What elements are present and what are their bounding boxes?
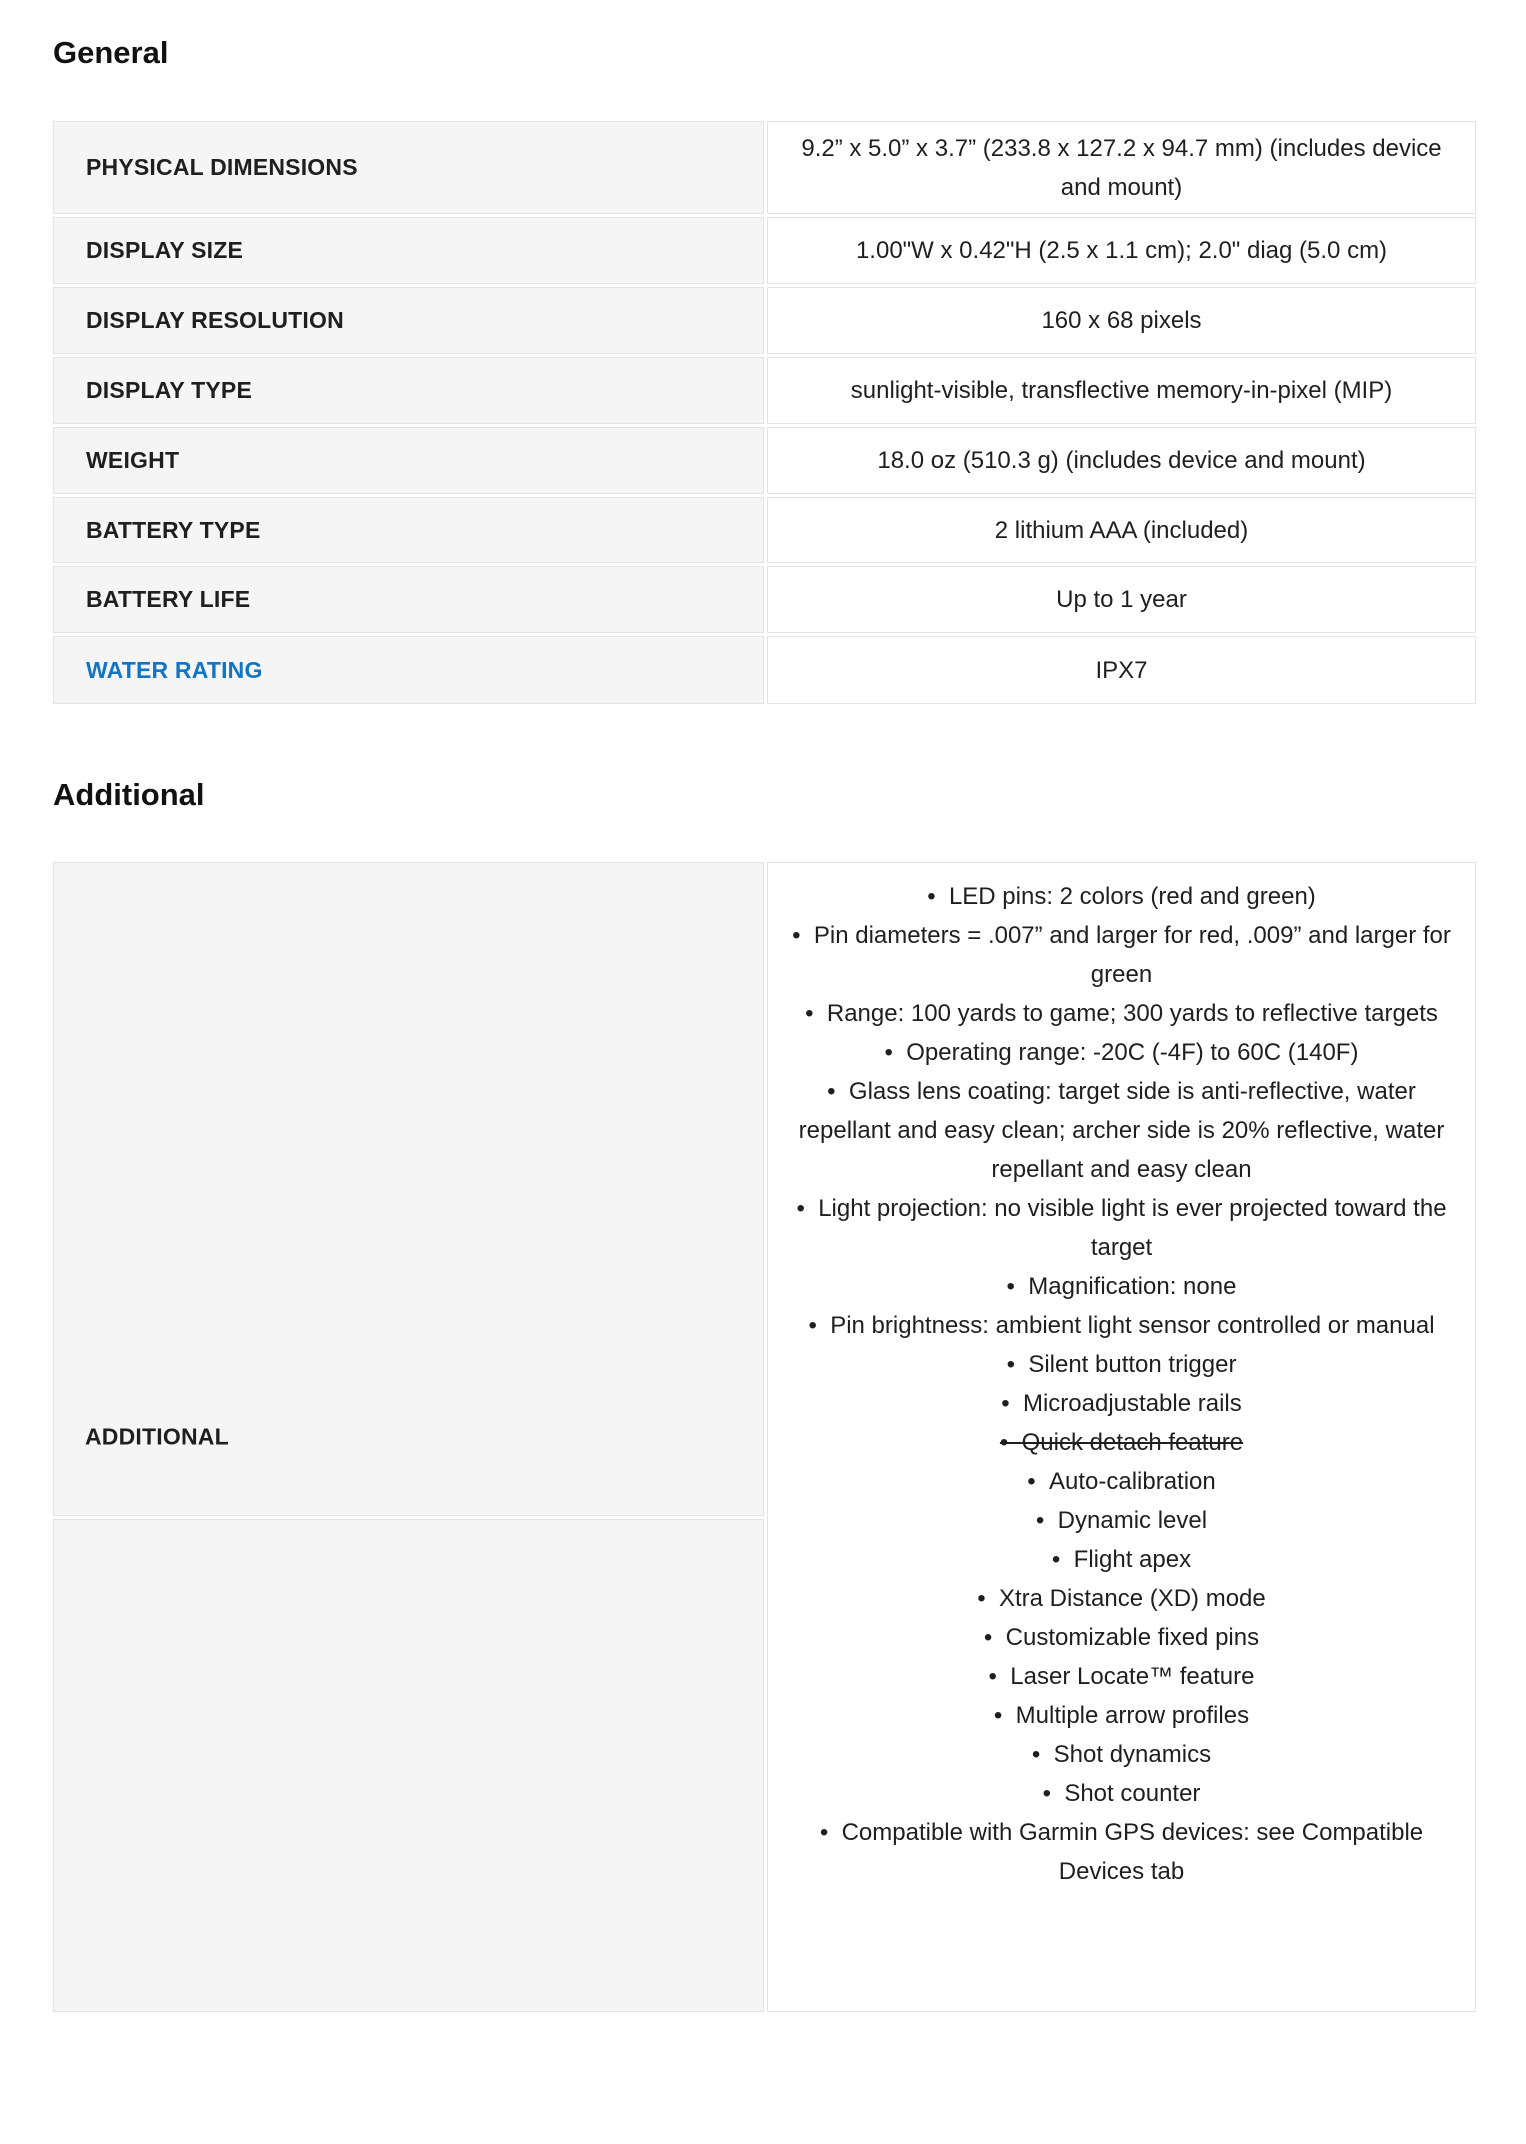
spec-value-display-resolution xyxy=(767,287,1476,354)
list-item-compatible-devices: • Compatible with Garmin GPS devices: see Compatible Devices tab xyxy=(792,1813,1451,1891)
spec-value-text: Up to 1 year xyxy=(1056,586,1187,613)
list-item-glass-lens-coating: • Glass lens coating: target side is anti-reflective, water repellant and easy clean; archer side is 20% reflective, water repellant and easy clean xyxy=(792,1072,1451,1189)
spec-label-weight xyxy=(53,427,764,494)
list-item-microadjustable-rails: • Microadjustable rails xyxy=(792,1384,1451,1423)
spec-value-battery-type xyxy=(767,497,1476,563)
spec-value-display-type xyxy=(767,357,1476,424)
spec-label-display-size xyxy=(53,217,764,284)
spec-page xyxy=(53,0,1476,2012)
spec-label-battery-type xyxy=(53,497,764,563)
spec-label-text: DISPLAY RESOLUTION xyxy=(86,307,344,333)
spec-value-text: 2 lithium AAA (included) xyxy=(994,516,1249,544)
spec-label-text: DISPLAY TYPE xyxy=(86,377,253,403)
general-spec-table xyxy=(53,121,1476,704)
list-item-operating-range: • Operating range: -20C (-4F) to 60C (140F) xyxy=(792,1033,1451,1072)
additional-value-cell xyxy=(767,862,1476,2012)
list-item-led-pins: • LED pins: 2 colors (red and green) xyxy=(792,877,1451,916)
additional-label-cell-top xyxy=(53,862,764,1516)
spec-label-text: BATTERY LIFE xyxy=(86,586,251,612)
section-title-general: General xyxy=(53,35,169,70)
spec-label-display-resolution xyxy=(53,287,764,354)
list-item-pin-brightness: • Pin brightness: ambient light sensor controlled or manual xyxy=(792,1306,1451,1345)
water-rating-link[interactable]: WATER RATING xyxy=(86,656,263,683)
list-item-auto-calibration: • Auto-calibration xyxy=(792,1462,1451,1501)
spec-value-physical-dimensions xyxy=(767,121,1476,214)
spec-label-water-rating xyxy=(53,636,764,704)
spec-label-display-type xyxy=(53,357,764,424)
list-item-quick-detach: • Quick detach feature xyxy=(792,1423,1451,1462)
spec-value-text: 160 x 68 pixels xyxy=(1041,307,1202,334)
list-item-xtra-distance-mode: • Xtra Distance (XD) mode xyxy=(792,1579,1451,1618)
spec-value-text: IPX7 xyxy=(1095,656,1148,684)
spec-value-text: 9.2” x 5.0” x 3.7” (233.8 x 127.2 x 94.7 mm) (includes device and mount) xyxy=(801,134,1442,201)
spec-value-battery-life xyxy=(767,566,1476,633)
spec-label-text: DISPLAY SIZE xyxy=(86,237,244,263)
list-item-light-projection: • Light projection: no visible light is ever projected toward the target xyxy=(792,1189,1451,1267)
spec-label-physical-dimensions xyxy=(53,121,764,214)
list-item-multiple-arrow-profiles: • Multiple arrow profiles xyxy=(792,1696,1451,1735)
feature-list xyxy=(792,877,1451,1891)
spec-label-text: WEIGHT xyxy=(86,447,180,473)
additional-label-cell-bottom xyxy=(53,1519,764,2012)
list-item-shot-counter: • Shot counter xyxy=(792,1774,1451,1813)
list-item-range: • Range: 100 yards to game; 300 yards to reflective targets xyxy=(792,994,1451,1033)
list-item-magnification: • Magnification: none xyxy=(792,1267,1451,1306)
spec-value-text: 1.00"W x 0.42"H (2.5 x 1.1 cm); 2.0" diag (5.0 cm) xyxy=(855,237,1388,264)
list-item-customizable-fixed-pins: • Customizable fixed pins xyxy=(792,1618,1451,1657)
spec-value-display-size xyxy=(767,217,1476,284)
spec-label-battery-life xyxy=(53,566,764,633)
additional-spec-table xyxy=(53,862,1476,2012)
spec-label-text: PHYSICAL DIMENSIONS xyxy=(86,154,358,180)
spec-value-weight xyxy=(767,427,1476,494)
list-item-flight-apex: • Flight apex xyxy=(792,1540,1451,1579)
spec-label-text: BATTERY TYPE xyxy=(86,516,261,543)
additional-row-label: ADDITIONAL xyxy=(85,1423,229,1450)
section-title-additional: Additional xyxy=(53,777,205,812)
spec-value-water-rating xyxy=(767,636,1476,704)
list-item-shot-dynamics: • Shot dynamics xyxy=(792,1735,1451,1774)
additional-label-column xyxy=(53,862,764,2012)
list-item-silent-button-trigger: • Silent button trigger xyxy=(792,1345,1451,1384)
list-item-laser-locate: • Laser Locate™ feature xyxy=(792,1657,1451,1696)
spec-value-text: 18.0 oz (510.3 g) (includes device and mount) xyxy=(877,447,1366,474)
spec-value-text: sunlight-visible, transflective memory-in-pixel (MIP) xyxy=(850,377,1393,404)
list-item-pin-diameters: • Pin diameters = .007” and larger for red, .009” and larger for green xyxy=(792,916,1451,994)
list-item-dynamic-level: • Dynamic level xyxy=(792,1501,1451,1540)
